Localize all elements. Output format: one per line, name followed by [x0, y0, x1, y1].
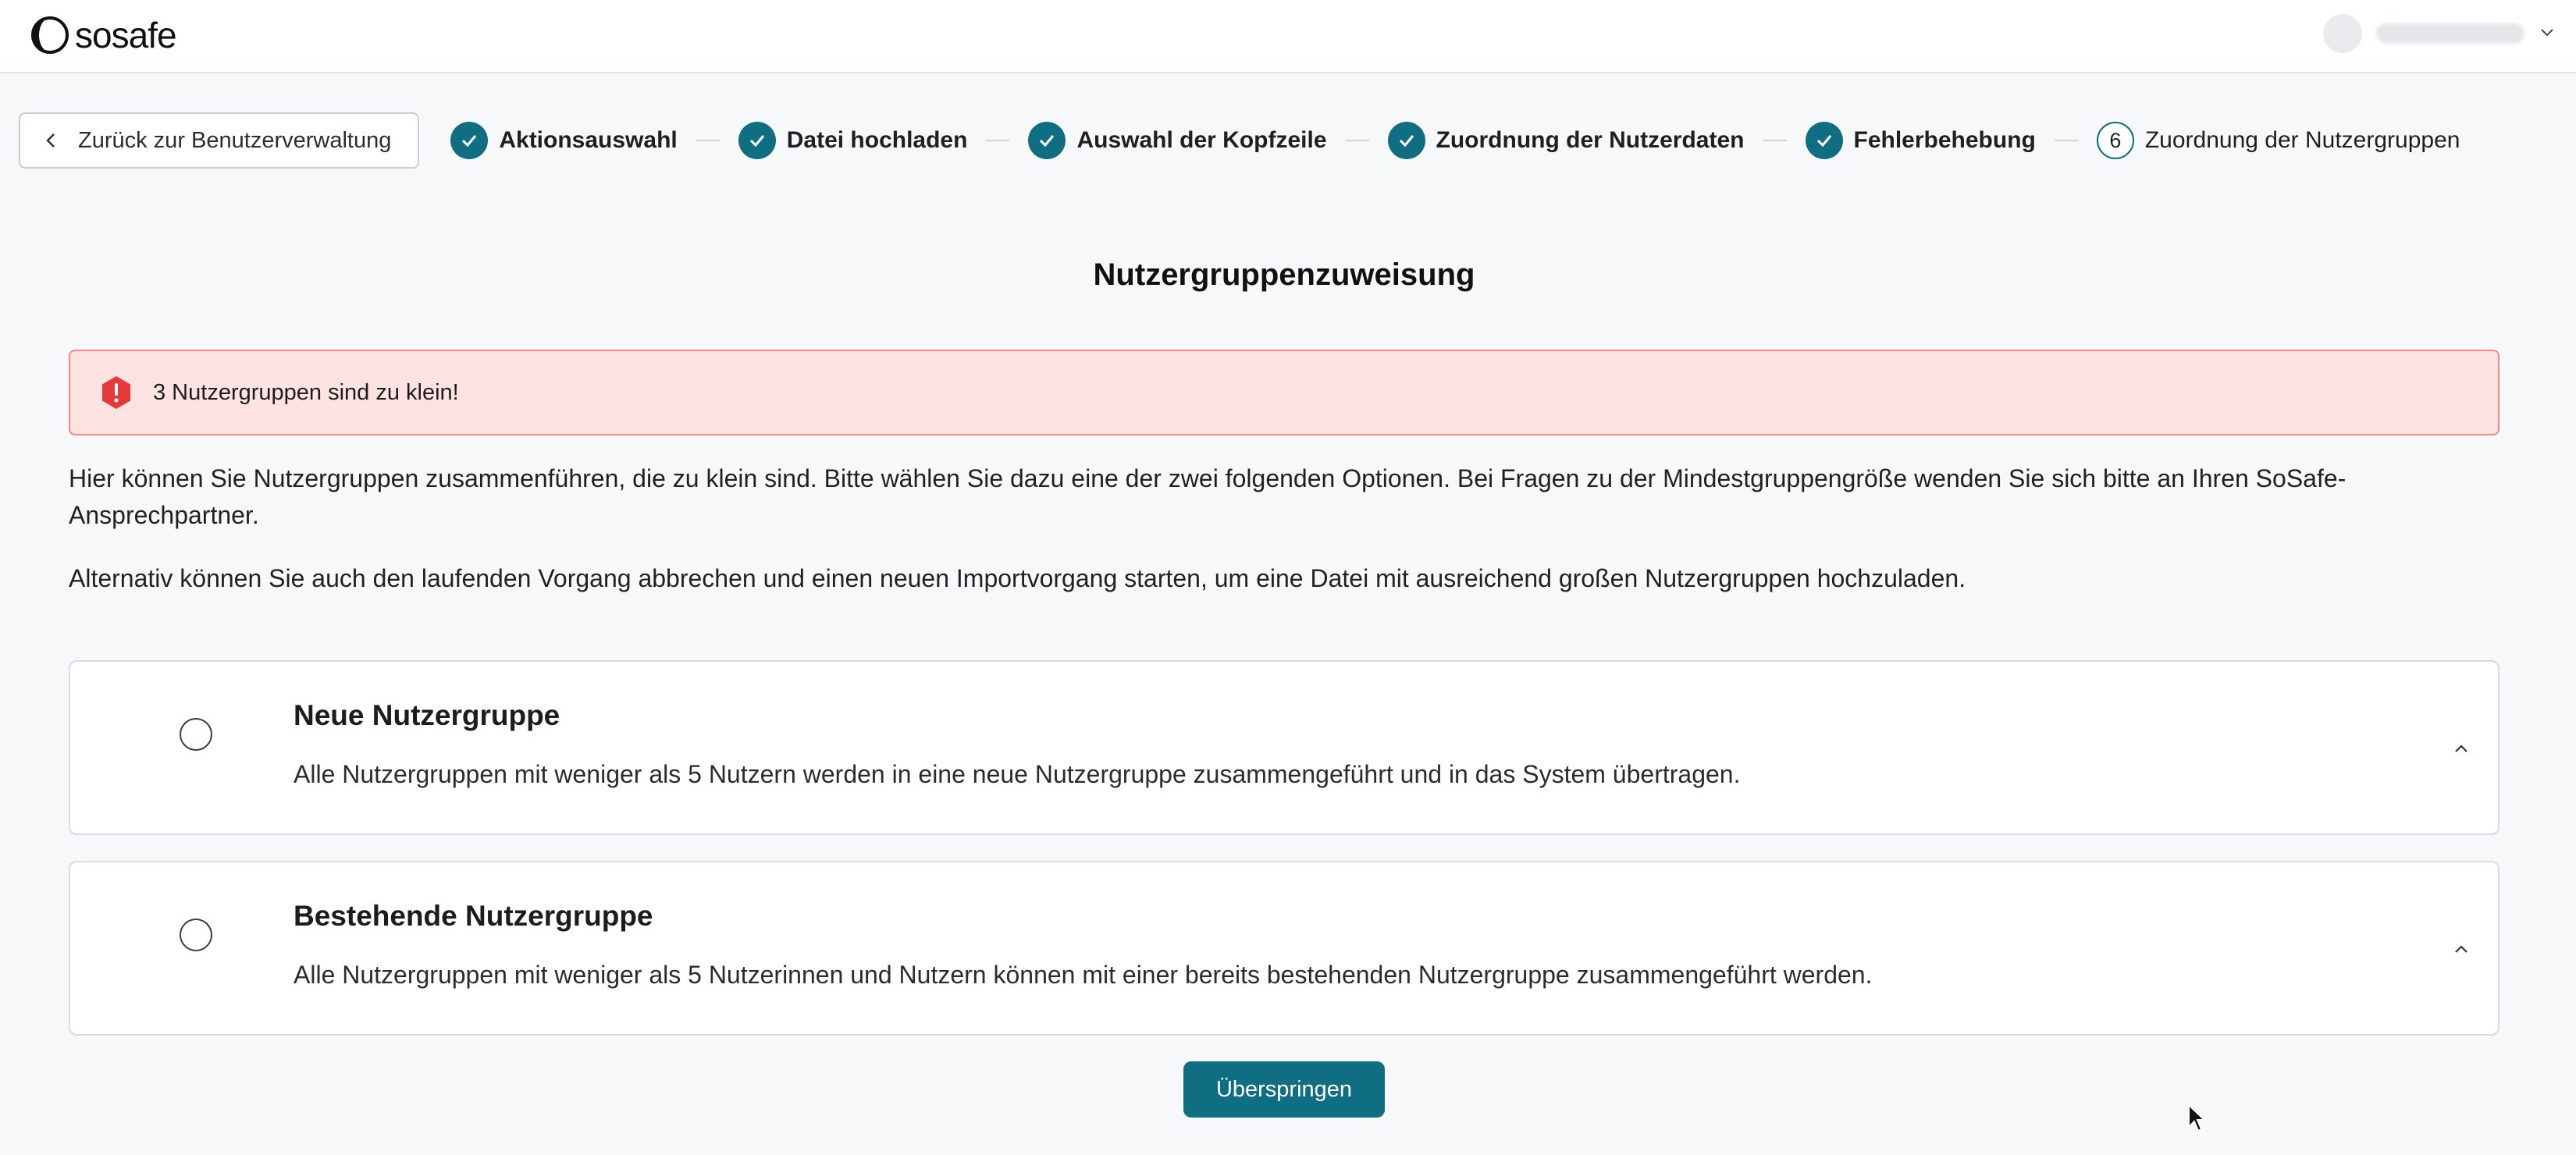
alert-text: 3 Nutzergruppen sind zu klein!	[153, 379, 459, 405]
page-title: Nutzergruppenzuweisung	[1093, 258, 1475, 292]
step-divider	[986, 140, 1009, 141]
option-existing-user-group[interactable]	[69, 861, 2500, 1036]
chevron-up-icon[interactable]	[2450, 937, 2473, 961]
user-menu[interactable]	[2323, 14, 2556, 53]
brand-name: sosafe	[75, 15, 176, 55]
user-name-blurred	[2376, 23, 2524, 44]
step-divider	[1346, 140, 1369, 141]
back-to-user-management-button[interactable]	[19, 112, 419, 169]
top-bar	[0, 0, 2576, 73]
mouse-cursor-icon	[2187, 1103, 2208, 1135]
radio-new-user-group[interactable]	[180, 718, 212, 751]
check-icon	[738, 122, 776, 159]
progress-stepper	[450, 122, 2460, 159]
option-description: Alle Nutzergruppen mit weniger als 5 Nutzerinnen und Nutzern können mit einer bereits bestehenden Nutzergruppe zusammengeführt werden.	[294, 961, 1873, 989]
step-divider	[696, 140, 720, 141]
step-label: Fehlerbehebung	[1853, 127, 2036, 153]
step-divider	[2055, 140, 2078, 141]
sosafe-logo[interactable]	[30, 12, 176, 58]
step-error-handling	[1806, 122, 2036, 159]
step-header-selection	[1028, 122, 1326, 159]
error-alert	[69, 350, 2500, 435]
option-title: Neue Nutzergruppe	[294, 699, 560, 731]
intro-paragraph: Hier können Sie Nutzergruppen zusammenführen, die zu klein sind. Bitte wählen Sie dazu eine der zwei folgenden Optionen. Bei Fragen zu der Mindestgruppengröße wenden Sie sich bitte an Ihren SoSafe-Ansprechpartner.	[69, 464, 2347, 529]
chevron-down-icon	[2539, 23, 2556, 44]
skip-button[interactable]: Überspringen	[1183, 1061, 1385, 1118]
step-file-upload	[738, 122, 968, 159]
stepper-row	[19, 112, 2460, 169]
check-icon	[1806, 122, 1843, 159]
step-user-data-mapping	[1388, 122, 1745, 159]
back-button-label: Zurück zur Benutzerverwaltung	[78, 127, 392, 153]
step-label: Datei hochladen	[786, 127, 968, 153]
step-user-group-mapping	[2097, 122, 2460, 159]
step-action-selection	[450, 122, 677, 159]
option-title: Bestehende Nutzergruppe	[294, 900, 653, 932]
step-label: Zuordnung der Nutzerdaten	[1436, 127, 1745, 153]
chevron-left-icon	[42, 131, 61, 150]
option-new-user-group[interactable]	[69, 660, 2500, 835]
check-icon	[1388, 122, 1425, 159]
step-label: Auswahl der Kopfzeile	[1076, 127, 1327, 153]
step-number: 6	[2097, 122, 2134, 159]
sosafe-logo-icon	[30, 15, 70, 55]
option-description: Alle Nutzergruppen mit weniger als 5 Nutzern werden in eine neue Nutzergruppe zusammengeführt und in das System übertragen.	[294, 760, 1741, 788]
chevron-up-icon[interactable]	[2450, 737, 2473, 760]
check-icon	[1028, 122, 1066, 159]
step-label: Aktionsauswahl	[499, 127, 678, 153]
alternative-paragraph: Alternativ können Sie auch den laufenden Vorgang abbrechen und einen neuen Importvorgang starten, um eine Datei mit ausreichend großen Nutzergruppen hochzuladen.	[69, 564, 1966, 592]
step-divider	[1763, 140, 1787, 141]
avatar	[2323, 14, 2362, 53]
radio-existing-user-group[interactable]	[180, 919, 212, 951]
warning-octagon-icon	[98, 375, 134, 410]
check-icon	[450, 122, 488, 159]
step-label: Zuordnung der Nutzergruppen	[2144, 127, 2460, 153]
